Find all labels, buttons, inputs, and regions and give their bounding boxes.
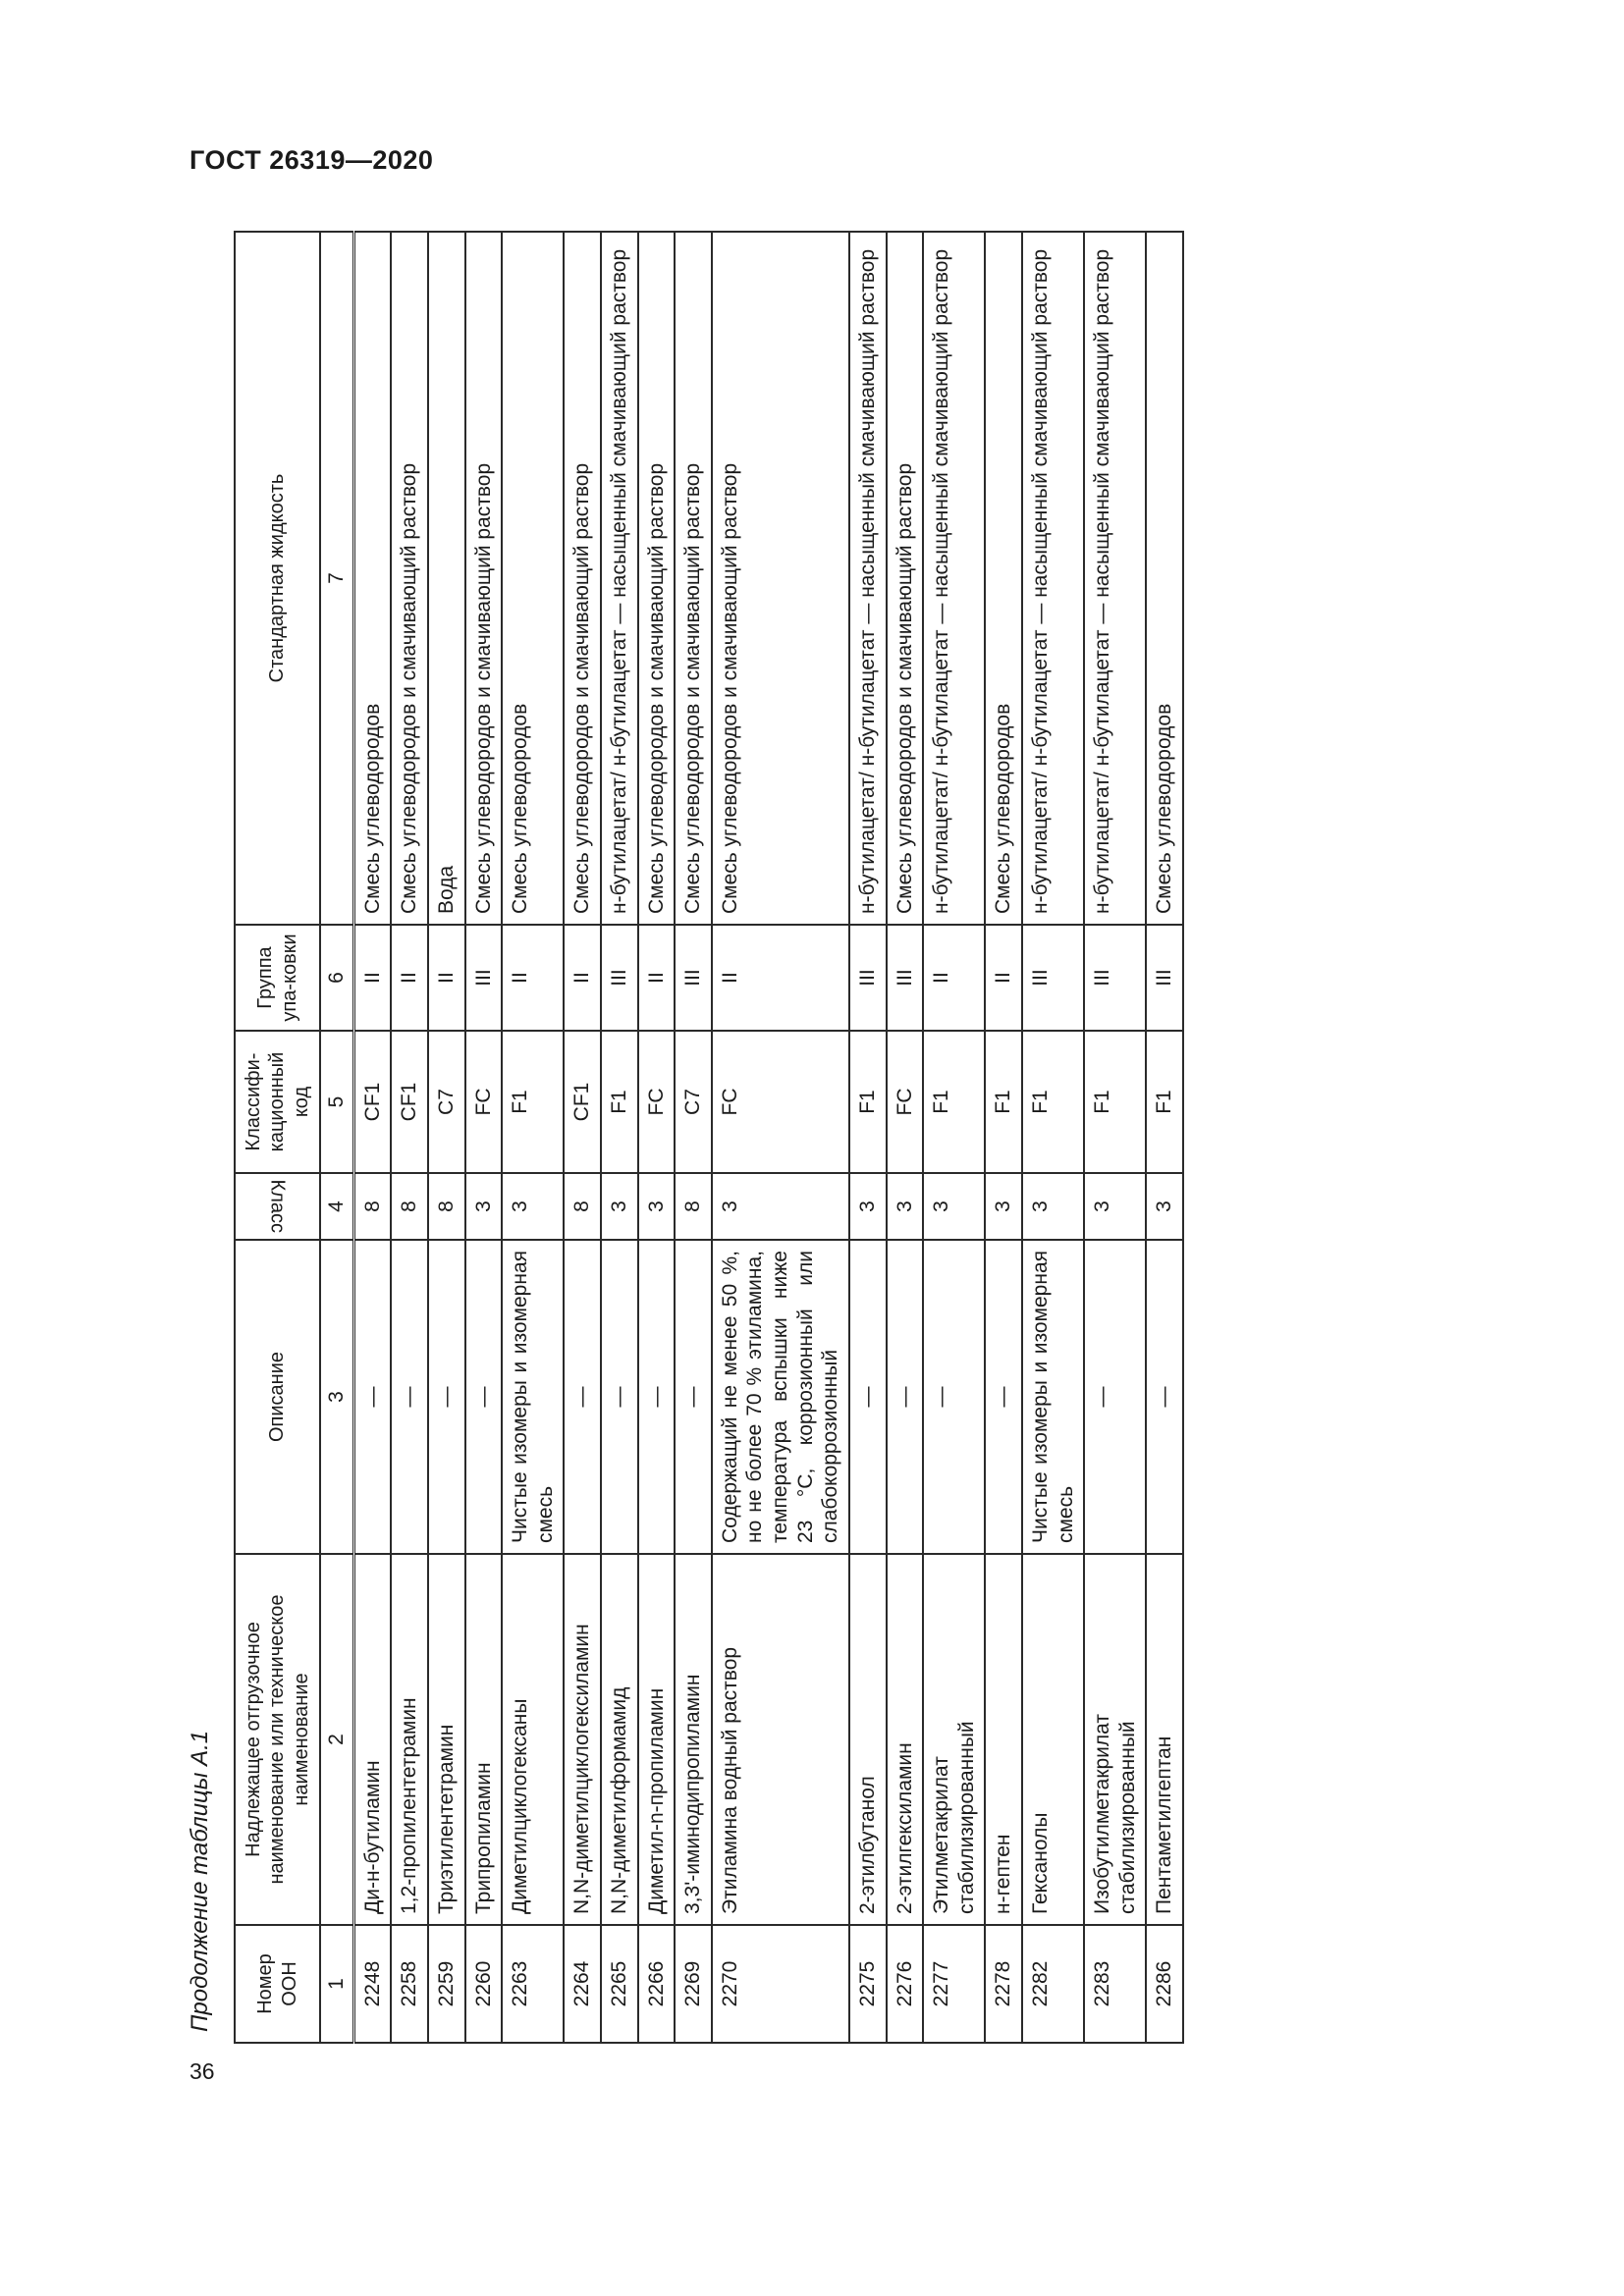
description-cell: —: [985, 1240, 1022, 1554]
name-cell: 3,3'-иминодипропиламин: [675, 1554, 712, 1925]
class-cell: 3: [502, 1173, 564, 1240]
packing-group-cell: III: [849, 925, 887, 1031]
column-number: 1: [320, 1925, 353, 2043]
name-cell: Изобутилметакрилат стабилизированный: [1084, 1554, 1146, 1925]
class-cell: 3: [1022, 1173, 1084, 1240]
packing-group-cell: II: [391, 925, 428, 1031]
table-row: [465, 232, 503, 2043]
column-number: 5: [320, 1031, 353, 1173]
name-cell: Триэтилентетрамин: [428, 1554, 465, 1925]
col-header-name: Надлежащее отгрузочное наименование или техническое наименование: [235, 1554, 320, 1925]
col-header-class-label: Класс: [266, 1179, 289, 1233]
packing-group-cell: II: [638, 925, 676, 1031]
packing-group-cell: II: [564, 925, 601, 1031]
packing-group-cell: II: [353, 925, 391, 1031]
class-cell: 3: [923, 1173, 985, 1240]
table-row: [502, 232, 564, 2043]
class-cell: 8: [564, 1173, 601, 1240]
standard-liquid-cell: Вода: [428, 232, 465, 925]
description-cell: —: [564, 1240, 601, 1554]
col-header-description: Описание: [235, 1240, 320, 1554]
standard-liquid-cell: Смесь углеводородов и смачивающий раствор: [391, 232, 428, 925]
class-cell: 3: [638, 1173, 676, 1240]
packing-group-cell: III: [887, 925, 924, 1031]
un-number-cell: 2266: [638, 1925, 676, 2043]
packing-group-cell: III: [601, 925, 638, 1031]
packing-group-cell: III: [1084, 925, 1146, 1031]
packing-group-cell: II: [502, 925, 564, 1031]
un-number-cell: 2264: [564, 1925, 601, 2043]
standard-liquid-cell: н-бутилацетат/ н-бутилацетат — насыщенный смачивающий раствор: [1084, 232, 1146, 925]
class-cell: 3: [985, 1173, 1022, 1240]
table-row: [712, 232, 849, 2043]
un-number-cell: 2275: [849, 1925, 887, 2043]
packing-group-cell: III: [1146, 925, 1183, 1031]
classification-code-cell: FC: [465, 1031, 503, 1173]
table-row: [849, 232, 887, 2043]
description-cell: —: [353, 1240, 391, 1554]
packing-group-cell: II: [428, 925, 465, 1031]
description-cell: —: [923, 1240, 985, 1554]
classification-code-cell: F1: [1084, 1031, 1146, 1173]
name-cell: Диметилциклогексаны: [502, 1554, 564, 1925]
class-cell: 3: [1146, 1173, 1183, 1240]
un-number-cell: 2263: [502, 1925, 564, 2043]
packing-group-cell: II: [712, 925, 849, 1031]
description-cell: —: [465, 1240, 503, 1554]
un-number-cell: 2269: [675, 1925, 712, 2043]
description-cell: —: [887, 1240, 924, 1554]
standard-liquid-cell: н-бутилацетат/ н-бутилацетат — насыщенный смачивающий раствор: [601, 232, 638, 925]
column-numbers-row: [320, 232, 353, 2043]
description-cell: —: [675, 1240, 712, 1554]
standard-liquid-cell: Смесь углеводородов: [1146, 232, 1183, 925]
classification-code-cell: C7: [428, 1031, 465, 1173]
description-cell: —: [849, 1240, 887, 1554]
classification-code-cell: CF1: [391, 1031, 428, 1173]
classification-code-cell: CF1: [564, 1031, 601, 1173]
standard-liquid-cell: Смесь углеводородов и смачивающий раствор: [564, 232, 601, 925]
name-cell: н-гептен: [985, 1554, 1022, 1925]
class-cell: 3: [887, 1173, 924, 1240]
un-number-cell: 2260: [465, 1925, 503, 2043]
column-number: 6: [320, 925, 353, 1031]
table-row: [1146, 232, 1183, 2043]
description-cell: —: [391, 1240, 428, 1554]
col-header-standard-liquid: Стандартная жидкость: [235, 232, 320, 925]
packing-group-cell: II: [923, 925, 985, 1031]
classification-code-cell: F1: [502, 1031, 564, 1173]
name-cell: 1,2-пропилентетрамин: [391, 1554, 428, 1925]
standard-liquid-cell: Смесь углеводородов: [985, 232, 1022, 925]
class-cell: 3: [1084, 1173, 1146, 1240]
name-cell: 2-этилбутанол: [849, 1554, 887, 1925]
column-number: 7: [320, 232, 353, 925]
table-row: [353, 232, 391, 2043]
description-cell: —: [428, 1240, 465, 1554]
packing-group-cell: II: [985, 925, 1022, 1031]
un-number-cell: 2276: [887, 1925, 924, 2043]
rotated-table-container: [234, 233, 1451, 2044]
classification-code-cell: C7: [675, 1031, 712, 1173]
description-cell: —: [638, 1240, 676, 1554]
column-number: 4: [320, 1173, 353, 1240]
un-number-cell: 2277: [923, 1925, 985, 2043]
class-cell: 3: [712, 1173, 849, 1240]
class-cell: 8: [353, 1173, 391, 1240]
standard-liquid-cell: Смесь углеводородов: [353, 232, 391, 925]
name-cell: N,N-диметилциклогексиламин: [564, 1554, 601, 1925]
standard-liquid-cell: Смесь углеводородов и смачивающий раствор: [887, 232, 924, 925]
name-cell: Пентаметилгептан: [1146, 1554, 1183, 1925]
standard-liquid-cell: Смесь углеводородов и смачивающий раствор: [675, 232, 712, 925]
description-cell: —: [601, 1240, 638, 1554]
classification-code-cell: FC: [887, 1031, 924, 1173]
substances-table: [234, 231, 1184, 2044]
standard-liquid-cell: н-бутилацетат/ н-бутилацетат — насыщенный смачивающий раствор: [849, 232, 887, 925]
column-number: 2: [320, 1554, 353, 1925]
table-row: [601, 232, 638, 2043]
description-cell: Содержащий не менее 50 %, но не более 70 % этиламина, температура вспышки ниже 23 °С, коррозионный или слабокоррозионный: [712, 1240, 849, 1554]
un-number-cell: 2283: [1084, 1925, 1146, 2043]
name-cell: Гексанолы: [1022, 1554, 1084, 1925]
class-cell: 8: [391, 1173, 428, 1240]
un-number-cell: 2270: [712, 1925, 849, 2043]
name-cell: Диметил-n-пропиламин: [638, 1554, 676, 1925]
classification-code-cell: FC: [712, 1031, 849, 1173]
description-cell: —: [1084, 1240, 1146, 1554]
table-row: [985, 232, 1022, 2043]
document-header: ГОСТ 26319—2020: [189, 145, 434, 175]
table-row: [638, 232, 676, 2043]
description-cell: —: [1146, 1240, 1183, 1554]
table-header-row: [235, 232, 320, 2043]
classification-code-cell: F1: [985, 1031, 1022, 1173]
class-cell: 3: [601, 1173, 638, 1240]
table-body: [353, 232, 1183, 2043]
table-row: [675, 232, 712, 2043]
column-number: 3: [320, 1240, 353, 1554]
name-cell: Трипропиламин: [465, 1554, 503, 1925]
packing-group-cell: III: [675, 925, 712, 1031]
classification-code-cell: F1: [849, 1031, 887, 1173]
description-cell: Чистые изомеры и изомерная смесь: [502, 1240, 564, 1554]
col-header-classification-code: Классифи-кационный код: [235, 1031, 320, 1173]
un-number-cell: 2265: [601, 1925, 638, 2043]
un-number-cell: 2259: [428, 1925, 465, 2043]
standard-liquid-cell: н-бутилацетат/ н-бутилацетат — насыщенный смачивающий раствор: [923, 232, 985, 925]
name-cell: Этиламина водный раствор: [712, 1554, 849, 1925]
packing-group-cell: III: [465, 925, 503, 1031]
table-row: [564, 232, 601, 2043]
classification-code-cell: FC: [638, 1031, 676, 1173]
table-row: [1084, 232, 1146, 2043]
page-number: 36: [189, 2058, 215, 2084]
col-header-packing-group: Группа упа-ковки: [235, 925, 320, 1031]
un-number-cell: 2258: [391, 1925, 428, 2043]
col-header-un-number: Номер ООН: [235, 1925, 320, 2043]
classification-code-cell: F1: [1146, 1031, 1183, 1173]
un-number-cell: 2248: [353, 1925, 391, 2043]
name-cell: Этилметакрилат стабилизированный: [923, 1554, 985, 1925]
packing-group-cell: III: [1022, 925, 1084, 1031]
class-cell: 3: [849, 1173, 887, 1240]
table-row: [1022, 232, 1084, 2043]
description-cell: Чистые изомеры и изомерная смесь: [1022, 1240, 1084, 1554]
classification-code-cell: F1: [601, 1031, 638, 1173]
class-cell: 8: [675, 1173, 712, 1240]
standard-liquid-cell: Смесь углеводородов и смачивающий раствор: [712, 232, 849, 925]
table-row: [391, 232, 428, 2043]
table-row: [923, 232, 985, 2043]
name-cell: 2-этилгексиламин: [887, 1554, 924, 1925]
col-header-class: [235, 1173, 320, 1240]
table-row: [428, 232, 465, 2043]
classification-code-cell: F1: [923, 1031, 985, 1173]
table-row: [887, 232, 924, 2043]
standard-liquid-cell: Смесь углеводородов и смачивающий раствор: [638, 232, 676, 925]
un-number-cell: 2286: [1146, 1925, 1183, 2043]
standard-liquid-cell: н-бутилацетат/ н-бутилацетат — насыщенный смачивающий раствор: [1022, 232, 1084, 925]
standard-liquid-cell: Смесь углеводородов: [502, 232, 564, 925]
name-cell: Ди-н-бутиламин: [353, 1554, 391, 1925]
name-cell: N,N-диметилформамид: [601, 1554, 638, 1925]
standard-liquid-cell: Смесь углеводородов и смачивающий раствор: [465, 232, 503, 925]
un-number-cell: 2282: [1022, 1925, 1084, 2043]
classification-code-cell: F1: [1022, 1031, 1084, 1173]
classification-code-cell: CF1: [353, 1031, 391, 1173]
table-caption: Продолжение таблицы А.1: [187, 1730, 213, 2032]
class-cell: 8: [428, 1173, 465, 1240]
class-cell: 3: [465, 1173, 503, 1240]
un-number-cell: 2278: [985, 1925, 1022, 2043]
